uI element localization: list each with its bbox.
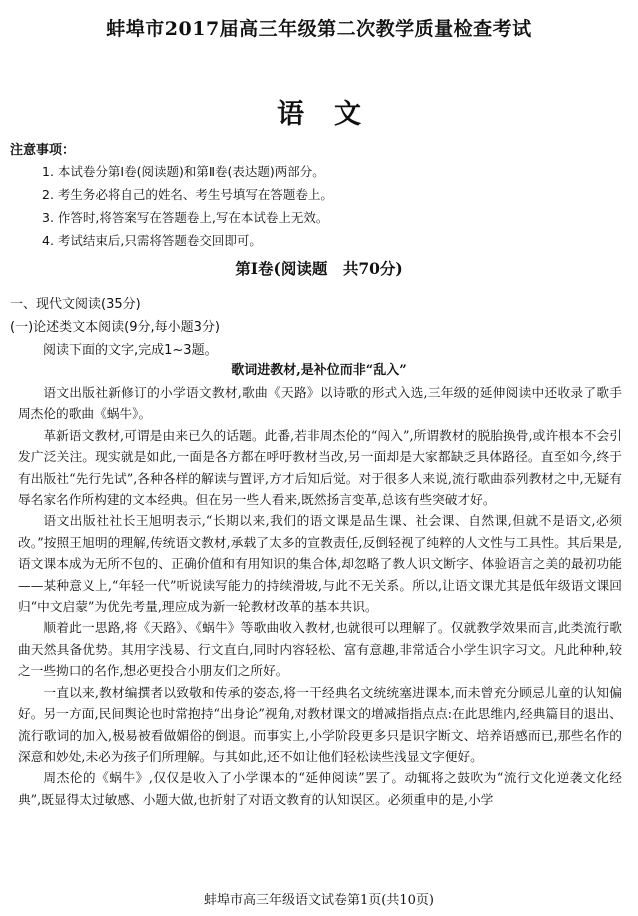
notice-item: 2. 考生务必将自己的姓名、考生号填写在答题卷上。 (42, 187, 333, 202)
article-title: 歌词进教材,是补位而非“乱入” (231, 363, 407, 378)
article-paragraph: 革新语文教材,可谓是由来已久的话题。此番,若非周杰伦的“闯入”,所谓教材的脱胎换骨,或许根本不会引发广泛关注。现实就是如此,一面是各方都在呼吁教材当改,另一面却是大家都缺乏具体路径。直至如今,终于有出版社“先行先试”,各种各样的解读与置评,方才后知后觉。对于很多人来说,流行歌曲忝列教材之中,无疑有辱名家名作所构建的文本经典。但在另一些人看来,既然扬言变革,总该有些突破才好。 (18, 427, 622, 508)
notice-item: 1. 本试卷分第Ⅰ卷(阅读题)和第Ⅱ卷(表达题)两部分。 (42, 164, 325, 179)
article-paragraph: 语文出版社新修订的小学语文教材,歌曲《天路》以诗歌的形式入选,三年级的延伸阅读中还收录了歌手周杰伦的歌曲《蜗牛》。 (18, 385, 622, 422)
exam-title: 蚌埠市2017届高三年级第二次教学质量检查考试 (106, 18, 532, 40)
part-label: 一、现代文阅读(35分) (10, 297, 141, 312)
article-paragraph: 一直以来,教材编撰者以致敬和传承的姿态,将一干经典名文统统塞进课本,而未曾充分顾忌儿童的认知偏好。另一方面,民间舆论也时常抱持“出身论”视角,对教材课文的增减指指点点:在此思维内,经典篇目的退出、流行歌词的加入,极易被看做媚俗的倒退。而事实上,小学阶段更多只是识字断文、培养语感而已,那些名作的深意和妙处,未必为孩子们所理解。与其如此,还不如让他们轻松读些浅显文字便好。 (18, 684, 622, 764)
article-body (18, 382, 622, 810)
subpart-label: (一)论述类文本阅读(9分,每小题3分) (10, 320, 220, 335)
article-paragraph: 顺着此一思路,将《天路》、《蜗牛》等歌曲收入教材,也就很可以理解了。仅就教学效果而言,此类流行歌曲天然具备优势。其用字浅易、行文直白,同时内容轻松、富有意趣,非常适合小学生识字习文。凡此种种,较之一些拗口的名作,想必更投合小朋友们之所好。 (18, 620, 622, 679)
page-footer: 蚌埠市高三年级语文试卷第1页(共10页) (204, 893, 434, 908)
reading-instruction: 阅读下面的文字,完成1~3题。 (43, 343, 218, 358)
notice-list (42, 162, 602, 254)
notice-item: 3. 作答时,将答案写在答题卷上,写在本试卷上无效。 (42, 210, 329, 225)
article-paragraph: 周杰伦的《蜗牛》,仅仅是收入了小学课本的“延伸阅读”罢了。动辄将之鼓吹为“流行文化逆袭文化经典”,既显得太过敏感、小题大做,也折射了对语文教育的认知误区。必须重申的是,小学 (18, 770, 622, 807)
section-heading: 第Ⅰ卷(阅读题 共70分) (235, 259, 403, 278)
article-paragraph: 语文出版社社长王旭明表示,“长期以来,我们的语文课是品生课、社会课、自然课,但就不是语文,必须改。”按照王旭明的理解,传统语文教材,承载了太多的宣教责任,反倒轻视了纯粹的人文性与工具性。其后果是,语文课本成为无所不包的、正确价值和有用知识的集合体,却忽略了教人识文断字、体验语言之美的最初功能——某种意义上,“年轻一代”听说读写能力的持续滑坡,与此不无关系。所以,让语文课尤其是低年级语文课回归“中文启蒙”为优先考量,理应成为新一轮教材改革的基本共识。 (18, 513, 622, 615)
subject-title: 语文 (277, 99, 391, 130)
notice-title: 注意事项： (10, 143, 76, 158)
notice-item: 4. 考试结束后,只需将答题卷交回即可。 (42, 233, 262, 248)
